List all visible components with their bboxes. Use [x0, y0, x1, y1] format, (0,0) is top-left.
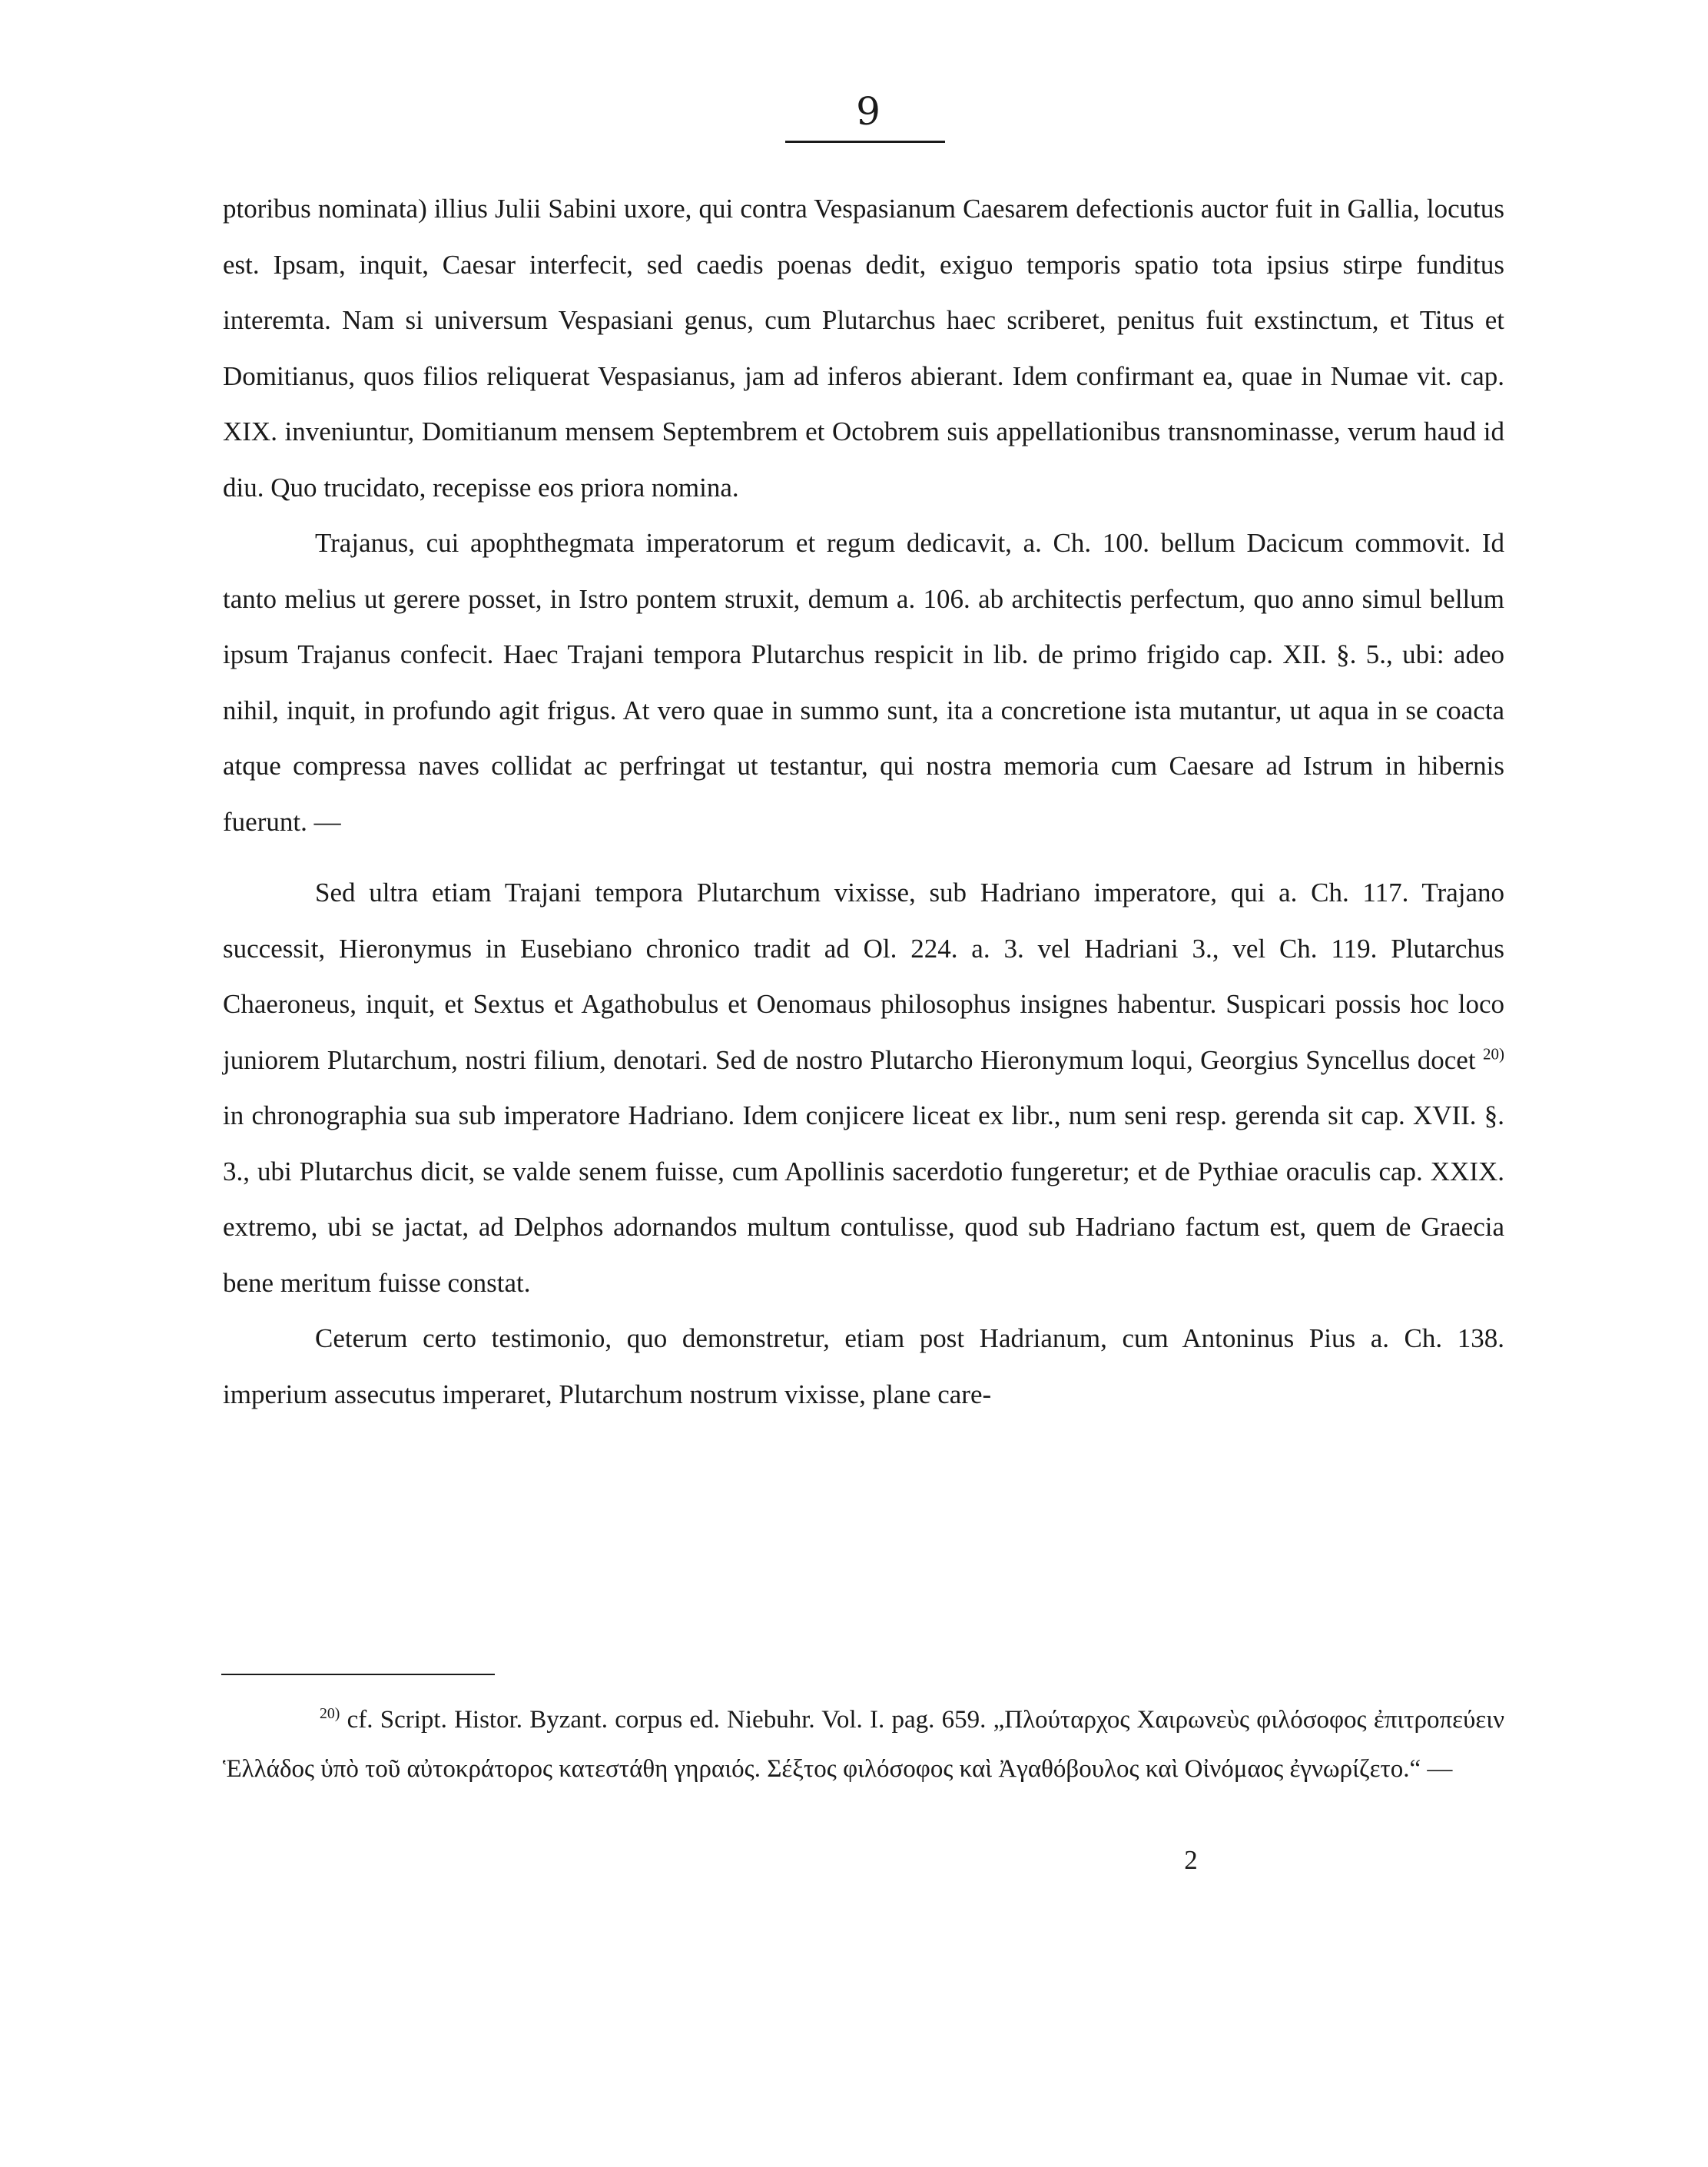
- footnote-reference[interactable]: 20): [1483, 1044, 1505, 1063]
- paragraph-3-part-2: in chronographia sua sub imperatore Hadriano. Idem conjicere liceat ex libr., num seni resp. gerenda sit cap. XVII. §. 3., ubi Plutarchus dicit, se valde senem fuisse, cum Apollinis sacerdotio fungeretur; et de Pythiae oraculis cap. XXIX. extremo, ubi se jactat, ad Delphos adornandos multum contulisse, quod sub Hadriano factum est, quem de Graecia bene meritum fuisse constat.: [223, 1100, 1504, 1298]
- body-text: [223, 181, 1504, 1422]
- footnote: [223, 1695, 1504, 1794]
- paragraph-2: Trajanus, cui apophthegmata imperatorum et regum dedicavit, a. Ch. 100. bellum Dacicum commovit. Id tanto melius ut gerere posset, in Istro pontem struxit, demum a. 106. ab architectis perfectum, quo anno simul bellum ipsum Trajanus confecit. Haec Trajani tempora Plutarchus respicit in lib. de primo frigido cap. XII. §. 5., ubi: adeo nihil, inquit, in profundo agit frigus. At vero quae in summo sunt, ita a concretione ista mutantur, ut aqua in se coacta atque compressa naves collidat ac perfringat ut testantur, qui nostra memoria cum Caesare ad Istrum in hibernis fuerunt. —: [223, 528, 1504, 837]
- page-number-rule: [785, 141, 945, 143]
- footnote-text: cf. Script. Histor. Byzant. corpus ed. Niebuhr. Vol. I. pag. 659. „Πλούταρχος Χαιρωνεὺς φιλόσοφος ἐπιτροπεύειν Ἑλλάδος ὑπὸ τοῦ αὐτοκράτορος κατεστάθη γηραιός. Σέξτος φιλόσοφος καὶ Ἀγαθόβουλος καὶ Οἰνόμαος ἐγνωρίζετο.“ —: [223, 1706, 1505, 1783]
- paragraph-1: ptoribus nominata) illius Julii Sabini uxore, qui contra Vespasianum Caesarem defectionis auctor fuit in Gallia, locutus est. Ipsam, inquit, Caesar interfecit, sed caedis poenas dedit, exiguo temporis spatio tota ipsius stirpe funditus interemta. Nam si universum Vespasiani genus, cum Plutarchus haec scriberet, penitus fuit exstinctum, et Titus et Domitianus, quos filios reliquerat Vespasianus, jam ad inferos abierant. Idem confirmant ea, quae in Numae vit. cap. XIX. inveniuntur, Domitianum mensem Septembrem et Octobrem suis appellationibus transnominasse, verum haud id diu. Quo trucidato, recepisse eos priora nomina.: [223, 194, 1504, 503]
- paragraph-3-part-1: Sed ultra etiam Trajani tempora Plutarchum vixisse, sub Hadriano imperatore, qui a. Ch. 117. Trajano successit, Hieronymus in Eusebiano chronico tradit ad Ol. 224. a. 3. vel Hadriani 3., vel Ch. 119. Plutarchus Chaeroneus, inquit, et Sextus et Agathobulus et Oenomaus philosophus insignes habentur. Suspicari possis hoc loco juniorem Plutarchum, nostri filium, denotari. Sed de nostro Plutarcho Hieronymum loqui, Georgius Syncellus docet: [223, 878, 1504, 1075]
- footnote-rule: [221, 1674, 495, 1675]
- page-number: 9: [856, 89, 881, 134]
- paragraph-4: Ceterum certo testimonio, quo demonstretur, etiam post Hadrianum, cum Antoninus Pius a. Ch. 138. imperium assecutus imperaret, Plutarchum nostrum vixisse, plane care-: [223, 1323, 1504, 1409]
- paragraph-3: [223, 865, 1504, 1311]
- footnote-marker: 20): [320, 1705, 340, 1722]
- signature-mark: 2: [1184, 1845, 1198, 1875]
